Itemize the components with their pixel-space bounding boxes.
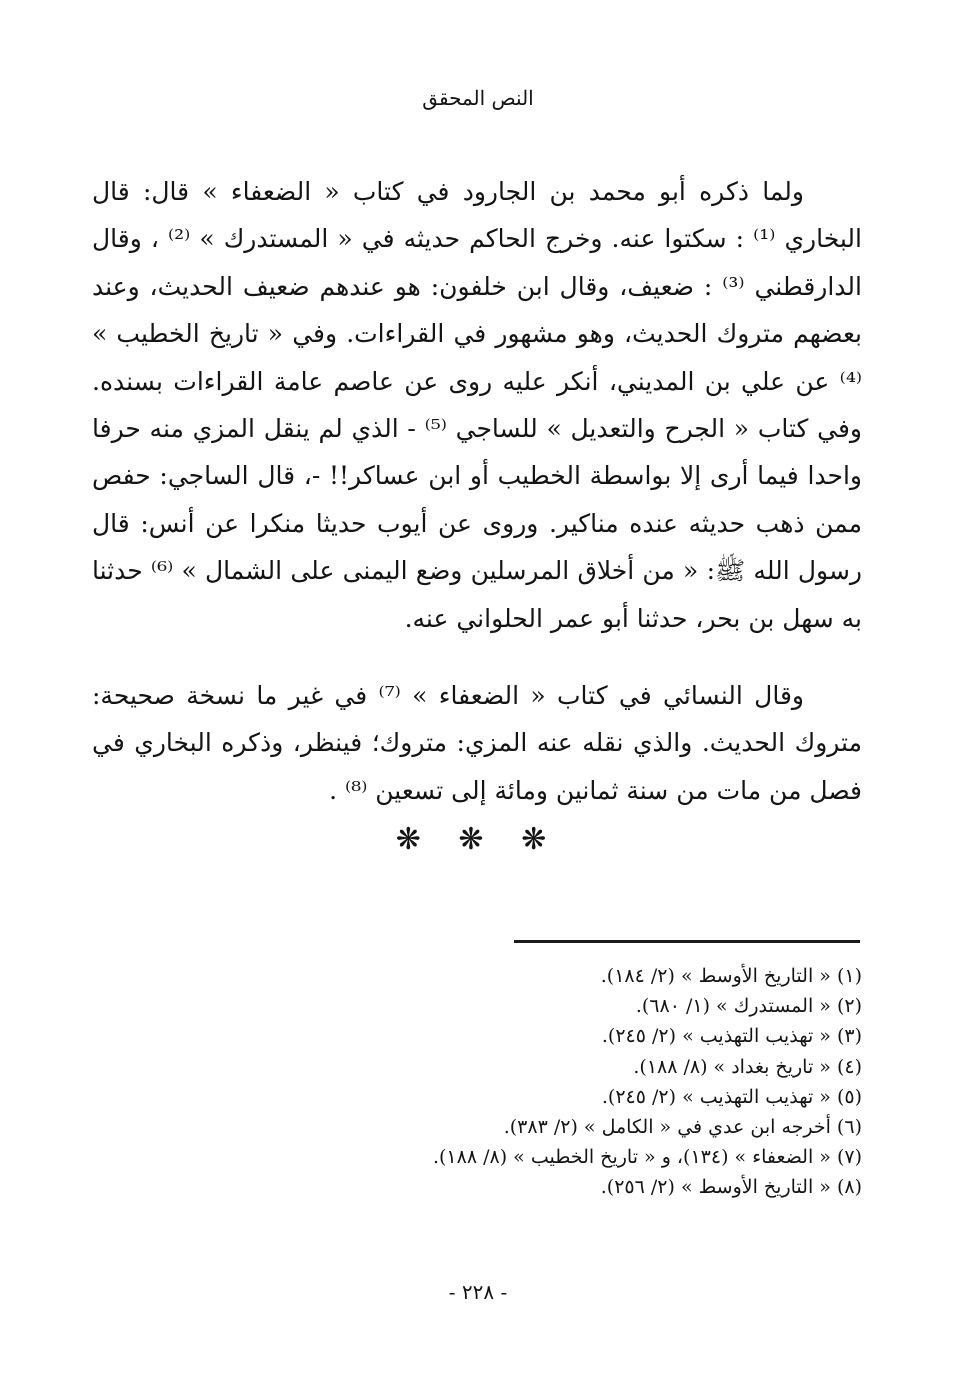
footnotes-list (92, 961, 862, 1203)
paragraph-1: ولما ذكره أبو محمد بن الجارود في كتاب « الضعفاء » قال: قال البخاري ⁽¹⁾ : سكتوا عنه. وخرج الحاكم حديثه في « المستدرك » ⁽²⁾ ، وقال الدارقطني ⁽³⁾ : ضعيف، وقال ابن خلفون: هو عندهم ضعيف الحديث، وعند بعضهم متروك الحديث، وهو مشهور في القراءات. وفي « تاريخ الخطيب » ⁽⁴⁾ عن علي بن المديني، أنكر عليه روى عن عاصم عامة القراءات بسنده. وفي كتاب « الجرح والتعديل » للساجي ⁽⁵⁾ - الذي لم ينقل المزي منه حرفا واحدا فيما أرى إلا بواسطة الخطيب أو ابن عساكر!! -، قال الساجي: حفص ممن ذهب حديثه عنده مناكير. وروى عن أيوب حديثا منكرا عن أنس: قال رسول الله ﷺ: « من أخلاق المرسلين وضع اليمنى على الشمال » ⁽⁶⁾ حدثنا به سهل بن بحر، حدثنا أبو عمر الحلواني عنه. (92, 177, 862, 633)
paragraph-2: وقال النسائي في كتاب « الضعفاء » ⁽⁷⁾ في غير ما نسخة صحيحة: متروك الحديث. والذي نقله عنه المزي: متروك؛ فينظر، وذكره البخاري في فصل من مات من سنة ثمانين ومائة إلى تسعين ⁽⁸⁾ . (92, 681, 862, 805)
footnote-8: (٨) « التاريخ الأوسط » (٢/ ٢٥٦). (600, 1176, 862, 1199)
footnote-rule (514, 940, 860, 943)
footnote-5: (٥) « تهذيب التهذيب » (٢/ ٢٤٥). (601, 1085, 862, 1108)
footnote-7: (٧) « الضعفاء » (١٣٤)، و « تاريخ الخطيب » (٨/ ١٨٨). (432, 1146, 862, 1169)
footnote-3: (٣) « تهذيب التهذيب » (٢/ ٢٤٥). (601, 1025, 862, 1048)
footnote-1: (١) « التاريخ الأوسط » (٢/ ١٨٤). (600, 965, 862, 987)
footnote-6: (٦) أخرجه ابن عدي في « الكامل » (٢/ ٣٨٣). (503, 1116, 862, 1139)
footnote-4: (٤) « تاريخ بغداد » (٨/ ١٨٨). (633, 1055, 862, 1078)
footnote-2: (٢) « المستدرك » (١/ ٦٨٠). (635, 995, 862, 1018)
running-title: النص المحقق (422, 86, 534, 110)
page-number: - ٢٢٨ - (448, 1280, 508, 1304)
main-text (92, 168, 862, 814)
section-separator: ❋ ❋ ❋ (395, 822, 561, 857)
